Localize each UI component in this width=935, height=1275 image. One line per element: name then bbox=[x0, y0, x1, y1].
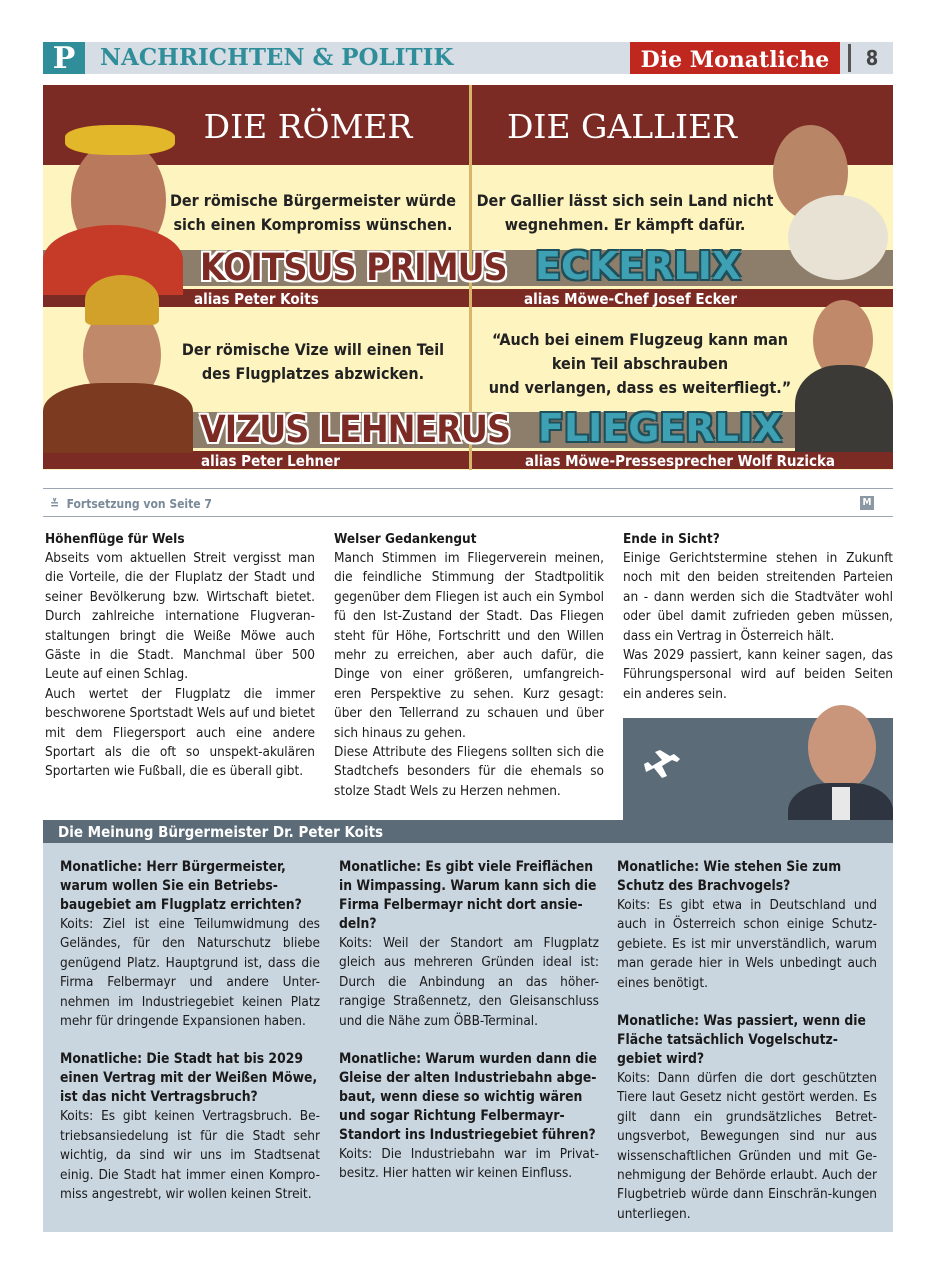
interview-column bbox=[339, 858, 599, 1184]
koitsus-primus-name: KOITSUS PRIMUS bbox=[200, 246, 507, 289]
column-heading: Höhenflüge für Wels bbox=[45, 531, 185, 547]
interview-answer: Koits: Ziel ist eine Teilumwidmung des Geländes, für den Naturschutz bliebe genügend Platz. Hauptgrund ist, dass die Firma Felbermayr und andere Unter-nehmen im Industriegebiet keinen Platz mehr für dringende Expansionen haben. bbox=[60, 916, 320, 1030]
alias-lehner: alias Peter Lehner bbox=[201, 452, 340, 470]
fliegerlix-name: FLIEGERLIX bbox=[538, 406, 783, 450]
right-quote: Der Gallier lässt sich sein Land nicht wegnehmen. Er kämpft dafür. bbox=[476, 191, 774, 234]
laurel-wreath bbox=[65, 125, 175, 155]
column-body: Einige Gerichtstermine stehen in Zukunft noch mit den beiden streitenden Parteien an - dann werden sich die Stadtväter wohl oder übel damit zufrieden geben müssen, dass ein Vertrag in Österreich hält. Was 2029 passiert, kann keiner sagen, das Führungspersonal wird auf beiden Seiten ein anderes sein. bbox=[623, 550, 893, 702]
column-heading: Ende in Sicht? bbox=[623, 531, 720, 547]
interview-answer: Koits: Die Industriebahn war im Privat-besitz. Hier hatten wir keinen Einfluss. bbox=[339, 1146, 599, 1182]
rule bbox=[43, 488, 893, 489]
alias-ruzicka: alias Möwe-Pressesprecher Wolf Ruzicka bbox=[525, 452, 836, 470]
left-title: DIE RÖMER bbox=[203, 107, 413, 146]
alias-koits: alias Peter Koits bbox=[194, 290, 319, 308]
interview-title: Die Meinung Bürgermeister Dr. Peter Koits bbox=[58, 823, 384, 841]
section-title: NACHRICHTEN & POLITIK bbox=[100, 44, 454, 71]
roman-helmet bbox=[85, 275, 159, 325]
column-heading: Welser Gedankengut bbox=[334, 531, 477, 547]
interview-answer: Koits: Es gibt etwa in Deutschland und auch in Österreich schon einige Schutz-gebiete. Es ist mir unverständlich, warum man gerade hier in Wels unbedingt auch eines benötigt. bbox=[617, 897, 877, 991]
interview-column bbox=[617, 858, 877, 1224]
right-title: DIE GALLIER bbox=[506, 107, 738, 146]
interview-column bbox=[60, 858, 320, 1204]
article-column bbox=[623, 530, 893, 704]
interview-answer: Koits: Weil der Standort am Flugplatz gleich aus mehreren Gründen ideal ist: Durch die Anbindung an das höher-rangige Straßennetz, den Gleisanschluss und die Nähe zum ÖBB-Terminal. bbox=[339, 935, 599, 1029]
sweater bbox=[795, 365, 893, 452]
column-body: Abseits vom aktuellen Streit vergisst man die Vorteile, die der Fluplatz der Stadt und seiner Bevölkerung bzw. Wirtschaft bietet. Durch zahlreiche internatione Flugveran-staltungen bringt die Weiße Möwe auch Gäste in die Stadt. Manchmal über 500 Leute auf einen Schlag. Auch wertet der Flugplatz die immer beschworene Sportstadt Wels auf und bietet mit dem Fliegersport auch eine andere Sportart als die oft so unspekt-akulären Sportarten wie Fußball, die es überall gibt. bbox=[45, 550, 315, 780]
rule bbox=[43, 516, 893, 517]
article-column bbox=[334, 530, 604, 801]
interview-question: Monatliche: Wie stehen Sie zum Schutz des Brachvogels? bbox=[617, 859, 842, 894]
brand-label: Die Monatliche bbox=[630, 42, 840, 74]
interview-question: Monatliche: Warum wurden dann die Gleise der alten Industriebahn abge-baut, wenn diese so wichtig wären und sogar Richtung Felbermayr-Standort ins Industriegebiet führen? bbox=[339, 1051, 597, 1144]
magazine-logo: M bbox=[860, 496, 874, 510]
chevron-down-icon: ≚ bbox=[50, 497, 60, 511]
interview-question: Monatliche: Es gibt viele Freiflächen in Wimpassing. Warum kann sich die Firma Felbermayr nicht dort ansie-deln? bbox=[339, 859, 597, 932]
interview-answer: Koits: Dann dürfen die dort geschützten Tiere laut Gesetz nicht gestört werden. Es gilt dann ein grundsätzliches Betret-ungsverbot, Bewegungen sind nur aus wissenschaftlichen Gründen und mit Ge-nehmigung der Behörde erlaubt. Auch der Flugbetrieb würde dann Einschrän-kungen unterliegen. bbox=[617, 1070, 877, 1222]
header-divider bbox=[848, 44, 851, 72]
page-number: 8 bbox=[865, 46, 879, 70]
left-quote: Der römische Bürgermeister würde sich einen Kompromiss wünschen. bbox=[169, 191, 457, 234]
continuation-label: ≚ Fortsetzung von Seite 7 bbox=[50, 497, 212, 511]
left-quote: Der römische Vize will einen Teil des Flugplatzes abzwicken. bbox=[181, 340, 445, 383]
article-column bbox=[45, 530, 315, 782]
airplane-icon bbox=[640, 742, 684, 786]
dog-image bbox=[788, 195, 888, 280]
interview-question: Monatliche: Die Stadt hat bis 2029 einen Vertrag mit der Weißen Möwe, ist das nicht Vertragsbruch? bbox=[60, 1051, 318, 1106]
interview-question: Monatliche: Herr Bürgermeister, warum wollen Sie ein Betriebs-baugebiet am Flugplatz errichten? bbox=[60, 859, 302, 913]
section-letter: P bbox=[43, 42, 85, 74]
comparison-banner bbox=[43, 85, 893, 470]
right-quote: “Auch bei einem Flugzeug kann man kein Teil abschrauben und verlangen, dass es weiterfliegt.” bbox=[488, 330, 792, 397]
interview-answer: Koits: Es gibt keinen Vertragsbruch. Be-triebsansiedelung ist für die Stadt sehr wichtig, da sind wir uns im Stadtsenat einig. Die Stadt hat immer einen Kompro-miss angestrebt, wir wollen keinen Streit. bbox=[60, 1108, 320, 1203]
eckerlix-name: ECKERLIX bbox=[535, 244, 742, 288]
vizus-lehnerus-name: VIZUS LEHNERUS bbox=[200, 408, 510, 451]
alias-ecker: alias Möwe-Chef Josef Ecker bbox=[524, 290, 737, 308]
column-body: Manch Stimmen im Fliegerverein meinen, die feindliche Stimmung der Stadtpolitik gegenüber dem Fliegen ist auch ein Symbol fü den Ist-Zustand der Stadt. Das Fliegen steht für Höhe, Fortschritt und den Willen mehr zu erreichen, aber auch dafür, die Dinge von einer größeren, umfangreich-eren Perspektive zu sehen. Kurz gesagt: über den Tellerrand zu schauen und über sich hinaus zu gehen. Diese Attribute des Fliegens sollten sich die Stadtchefs besonders für die ehemals so stolze Stadt Wels zu Herzen nehmen. bbox=[334, 550, 604, 799]
interview-question: Monatliche: Was passiert, wenn die Fläche tatsächlich Vogelschutz-gebiet wird? bbox=[617, 1013, 866, 1068]
armor bbox=[43, 383, 193, 453]
